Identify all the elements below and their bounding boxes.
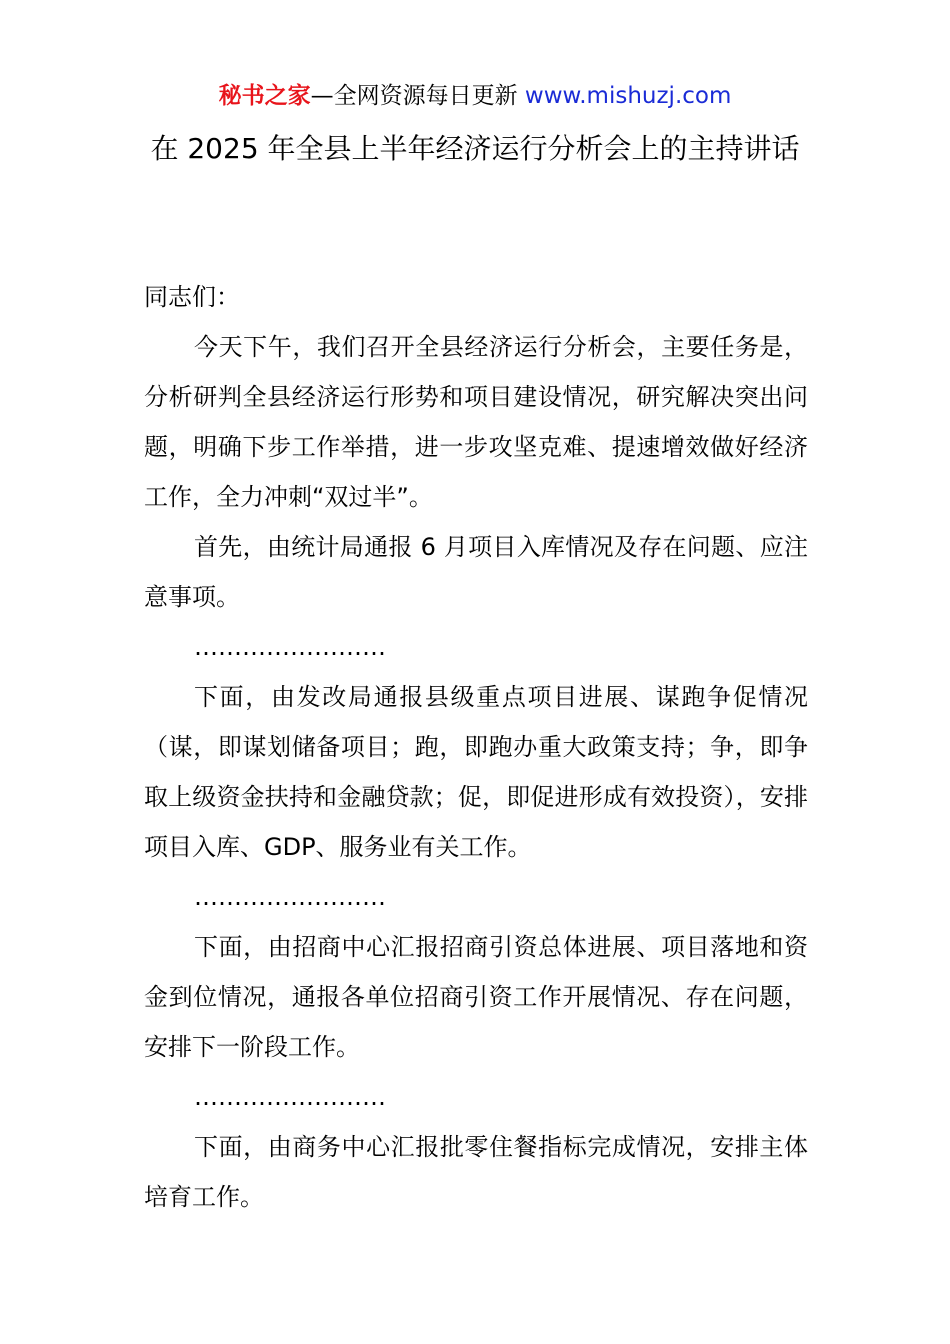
- paragraph-investment: 下面，由招商中心汇报招商引资总体进展、项目落地和资金到位情况，通报各单位招商引资工作开展情况、存在问题，安排下一阶段工作。: [144, 933, 808, 1061]
- paragraph-intro: 今天下午，我们召开全县经济运行分析会，主要任务是，分析研判全县经济运行形势和项目建设情况，研究解决突出问题，明确下步工作举措，进一步攻坚克难、提速增效做好经济工作，全力冲刺“双过半”。: [144, 333, 808, 511]
- paragraph-statistics: 首先，由统计局通报 6 月项目入库情况及存在问题、应注意事项。: [144, 533, 808, 611]
- document-title: 在 2025 年全县上半年经济运行分析会上的主持讲话: [150, 132, 800, 165]
- ellipsis-separator: ……………………: [194, 883, 386, 911]
- site-header: [0, 80, 950, 112]
- header-tagline: —全网资源每日更新: [310, 83, 518, 109]
- ellipsis-separator: ……………………: [194, 1083, 386, 1111]
- ellipsis-separator: ……………………: [194, 633, 386, 661]
- paragraph-commerce: 下面，由商务中心汇报批零住餐指标完成情况，安排主体培育工作。: [144, 1133, 808, 1211]
- salutation: 同志们：: [144, 283, 240, 311]
- brand-name: 秘书之家: [218, 83, 311, 109]
- document-body: [144, 272, 808, 1222]
- paragraph-development: 下面，由发改局通报县级重点项目进展、谋跑争促情况（谋，即谋划储备项目；跑，即跑办重大政策支持；争，即争取上级资金扶持和金融贷款；促，即促进形成有效投资），安排项目入库、GDP、服务业有关工作。: [144, 683, 808, 861]
- site-link[interactable]: www.mishuzj.com: [524, 83, 732, 109]
